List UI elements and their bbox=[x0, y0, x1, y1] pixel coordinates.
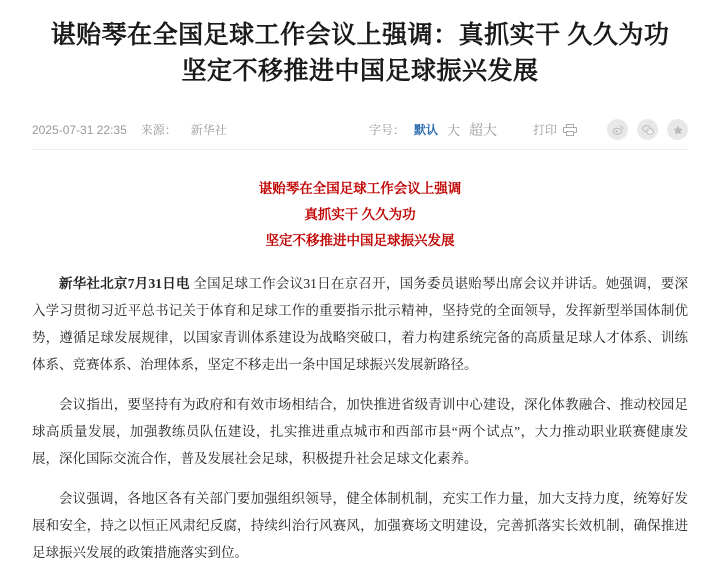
print-label: 打印 bbox=[533, 121, 557, 138]
source-value[interactable]: 新华社 bbox=[191, 121, 227, 138]
headline-line-1: 谌贻琴在全国足球工作会议上强调：真抓实干 久久为功 bbox=[51, 22, 670, 49]
article-paragraph: 会议指出，要坚持有为政府和有效市场相结合，加快推进省级青训中心建设，深化体教融合、推动校园足球高质量发展，加强教练员队伍建设，扎实推进重点城市和西部市县“两个试点”，大力推动职业联赛健康发展，深化国际交流合作，普及发展社会足球，积极提升社会足球文化素养。 bbox=[32, 391, 688, 472]
article-meta-bar bbox=[32, 111, 688, 150]
article-paragraph-text: 全国足球工作会议31日在京召开，国务委员谌贻琴出席会议并讲话。她强调，要深入学习贯彻习近平总书记关于体育和足球工作的重要指示批示精神，坚持党的全面领导，发挥新型举国体制优势，遵循足球发展规律，以国家青训体系建设为战略突破口，着力构建系统完备的高质量足球人才体系、训练体系、竞赛体系、治理体系，坚定不移走出一条中国足球振兴发展新路径。 bbox=[32, 276, 688, 372]
font-size-controls bbox=[369, 120, 497, 140]
headline-line-2: 坚定不移推进中国足球振兴发展 bbox=[32, 54, 688, 90]
sub-headline-line-3: 坚定不移推进中国足球振兴发展 bbox=[32, 228, 688, 254]
article-dateline: 新华社北京7月31日电 bbox=[59, 276, 190, 291]
source-label: 来源： bbox=[141, 121, 177, 138]
font-size-large[interactable]: 大 bbox=[447, 120, 460, 139]
page-title bbox=[32, 0, 688, 91]
meta-right-group bbox=[369, 119, 688, 140]
article-sub-headline bbox=[32, 176, 688, 255]
font-size-default[interactable]: 默认 bbox=[414, 121, 438, 138]
sub-headline-line-1: 谌贻琴在全国足球工作会议上强调 bbox=[32, 176, 688, 202]
font-size-label: 字号： bbox=[369, 121, 405, 138]
weibo-icon[interactable] bbox=[607, 119, 628, 140]
share-buttons bbox=[607, 119, 688, 140]
print-button[interactable] bbox=[533, 121, 577, 138]
printer-icon bbox=[563, 124, 577, 136]
wechat-icon[interactable] bbox=[637, 119, 658, 140]
font-size-extra-large[interactable]: 超大 bbox=[469, 120, 497, 140]
article-paragraph bbox=[32, 270, 688, 378]
meta-left-group bbox=[32, 121, 227, 138]
sub-headline-line-2: 真抓实干 久久为功 bbox=[32, 202, 688, 228]
favorite-star-icon[interactable] bbox=[667, 119, 688, 140]
article-body bbox=[32, 150, 688, 566]
publish-date: 2025-07-31 22:35 bbox=[32, 123, 127, 137]
article-paragraph: 会议强调，各地区各有关部门要加强组织领导，健全体制机制，充实工作力量，加大支持力度，统筹好发展和安全，持之以恒正风肃纪反腐，持续纠治行风赛风，加强赛场文明建设，完善抓落实长效机制，确保推进足球振兴发展的政策措施落实到位。 bbox=[32, 485, 688, 566]
